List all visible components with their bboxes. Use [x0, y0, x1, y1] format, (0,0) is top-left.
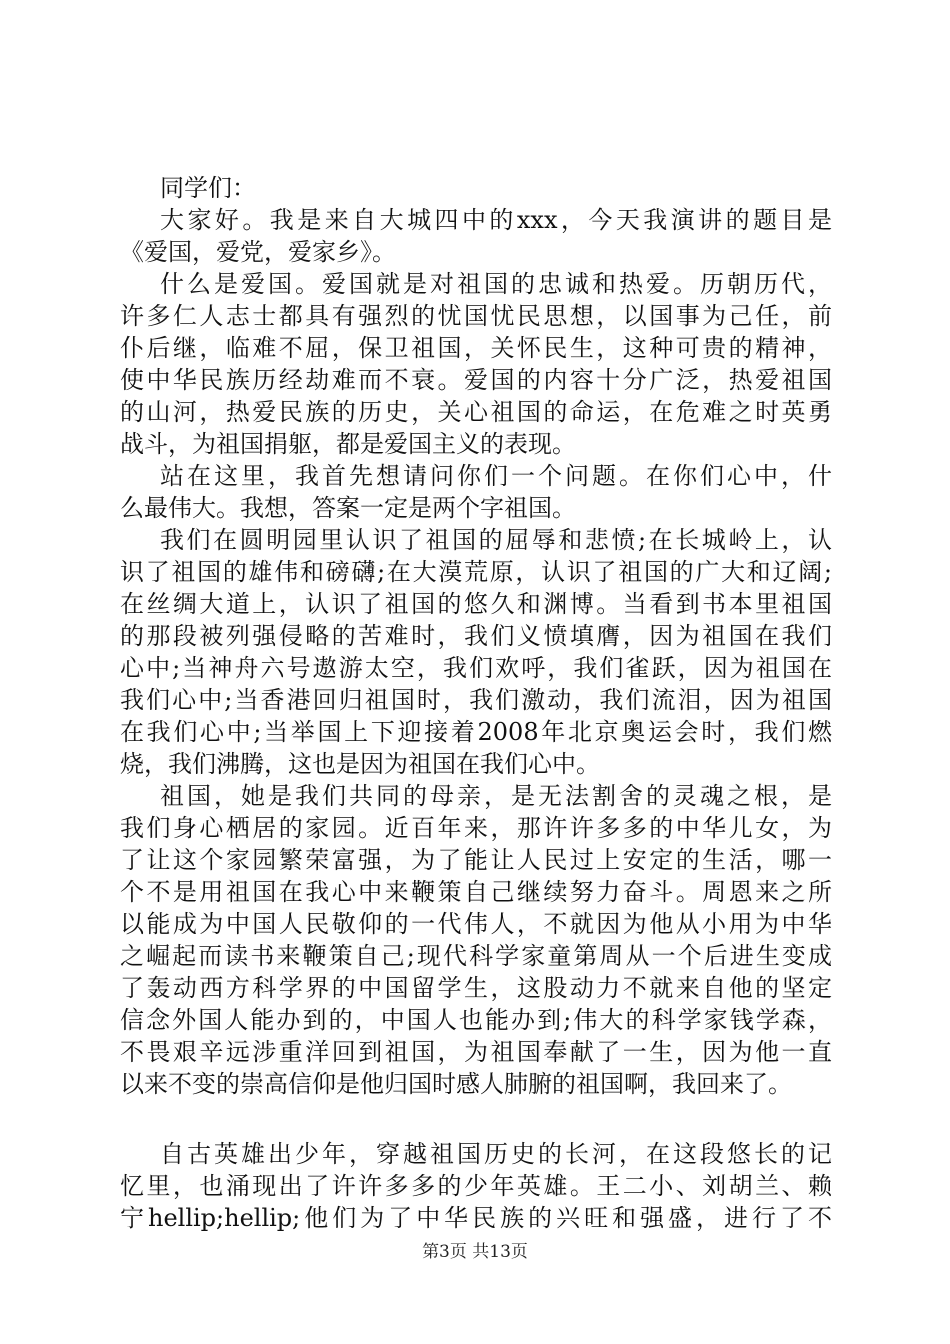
- text-line: 我们心中;当香港回归祖国时，我们激动，我们流泪，因为祖国: [120, 686, 832, 714]
- text-line: 《爱国，爱党，爱家乡》。: [120, 238, 396, 266]
- text-line: 了让这个家园繁荣富强，为了能让人民过上安定的生活，哪一: [120, 846, 832, 874]
- text-line: 战斗，为祖国捐躯，都是爱国主义的表现。: [120, 430, 576, 458]
- text-line: 在我们心中;当举国上下迎接着2008年北京奥运会时，我们燃: [120, 718, 832, 746]
- text-line: 以来不变的崇高信仰是他归国时感人肺腑的祖国啊，我回来了。: [120, 1070, 792, 1098]
- speech-body: [120, 172, 832, 1234]
- text-line: 我们身心栖居的家园。近百年来，那许许多多的中华儿女，为: [120, 814, 832, 842]
- text-line: 个不是用祖国在我心中来鞭策自己继续努力奋斗。周恩来之所: [120, 878, 832, 906]
- text-line: 烧，我们沸腾，这也是因为祖国在我们心中。: [120, 750, 600, 778]
- text-line: 宁hellip;hellip;他们为了中华民族的兴旺和强盛，进行了不: [120, 1204, 832, 1232]
- text-line: 自古英雄出少年，穿越祖国历史的长河，在这段悠长的记: [160, 1140, 832, 1168]
- salutation-line: 同学们：: [160, 174, 256, 202]
- page-number-footer: 第3页 共13页: [422, 1242, 528, 1262]
- text-line: 仆后继，临难不屈，保卫祖国，关怀民生，这种可贵的精神，: [120, 334, 832, 362]
- text-line: 在丝绸大道上，认识了祖国的悠久和渊博。当看到书本里祖国: [120, 590, 832, 618]
- paragraph-gap: [120, 1100, 832, 1138]
- text-line: 心中;当神舟六号遨游太空，我们欢呼，我们雀跃，因为祖国在: [120, 654, 832, 682]
- text-line: 忆里，也涌现出了许许多多的少年英雄。王二小、刘胡兰、赖: [120, 1172, 832, 1200]
- text-line: 不畏艰辛远涉重洋回到祖国，为祖国奉献了一生，因为他一直: [120, 1038, 832, 1066]
- text-line: 识了祖国的雄伟和磅礴;在大漠荒原，认识了祖国的广大和辽阔;: [120, 558, 832, 586]
- text-line: 站在这里，我首先想请问你们一个问题。在你们心中，什: [160, 462, 832, 490]
- text-line: 信念外国人能办到的，中国人也能办到;伟大的科学家钱学森，: [120, 1006, 832, 1034]
- text-line: 的那段被列强侵略的苦难时，我们义愤填膺，因为祖国在我们: [120, 622, 832, 650]
- text-line: 了轰动西方科学界的中国留学生，这股动力不就来自他的坚定: [120, 974, 832, 1002]
- text-line: 祖国，她是我们共同的母亲，是无法割舍的灵魂之根，是: [160, 782, 832, 810]
- text-line: 大家好。我是来自大城四中的xxx，今天我演讲的题目是: [160, 206, 832, 234]
- text-line: 什么是爱国。爱国就是对祖国的忠诚和热爱。历朝历代，: [160, 270, 832, 298]
- text-line: 以能成为中国人民敬仰的一代伟人，不就因为他从小用为中华: [120, 910, 832, 938]
- text-line: 么最伟大。我想，答案一定是两个字祖国。: [120, 494, 576, 522]
- text-line: 之崛起而读书来鞭策自己;现代科学家童第周从一个后进生变成: [120, 942, 832, 970]
- text-line: 许多仁人志士都具有强烈的忧国忧民思想，以国事为己任，前: [120, 302, 832, 330]
- text-line: 我们在圆明园里认识了祖国的屈辱和悲愤;在长城岭上，认: [160, 526, 832, 554]
- text-line: 的山河，热爱民族的历史，关心祖国的命运，在危难之时英勇: [120, 398, 832, 426]
- text-line: 使中华民族历经劫难而不衰。爱国的内容十分广泛，热爱祖国: [120, 366, 832, 394]
